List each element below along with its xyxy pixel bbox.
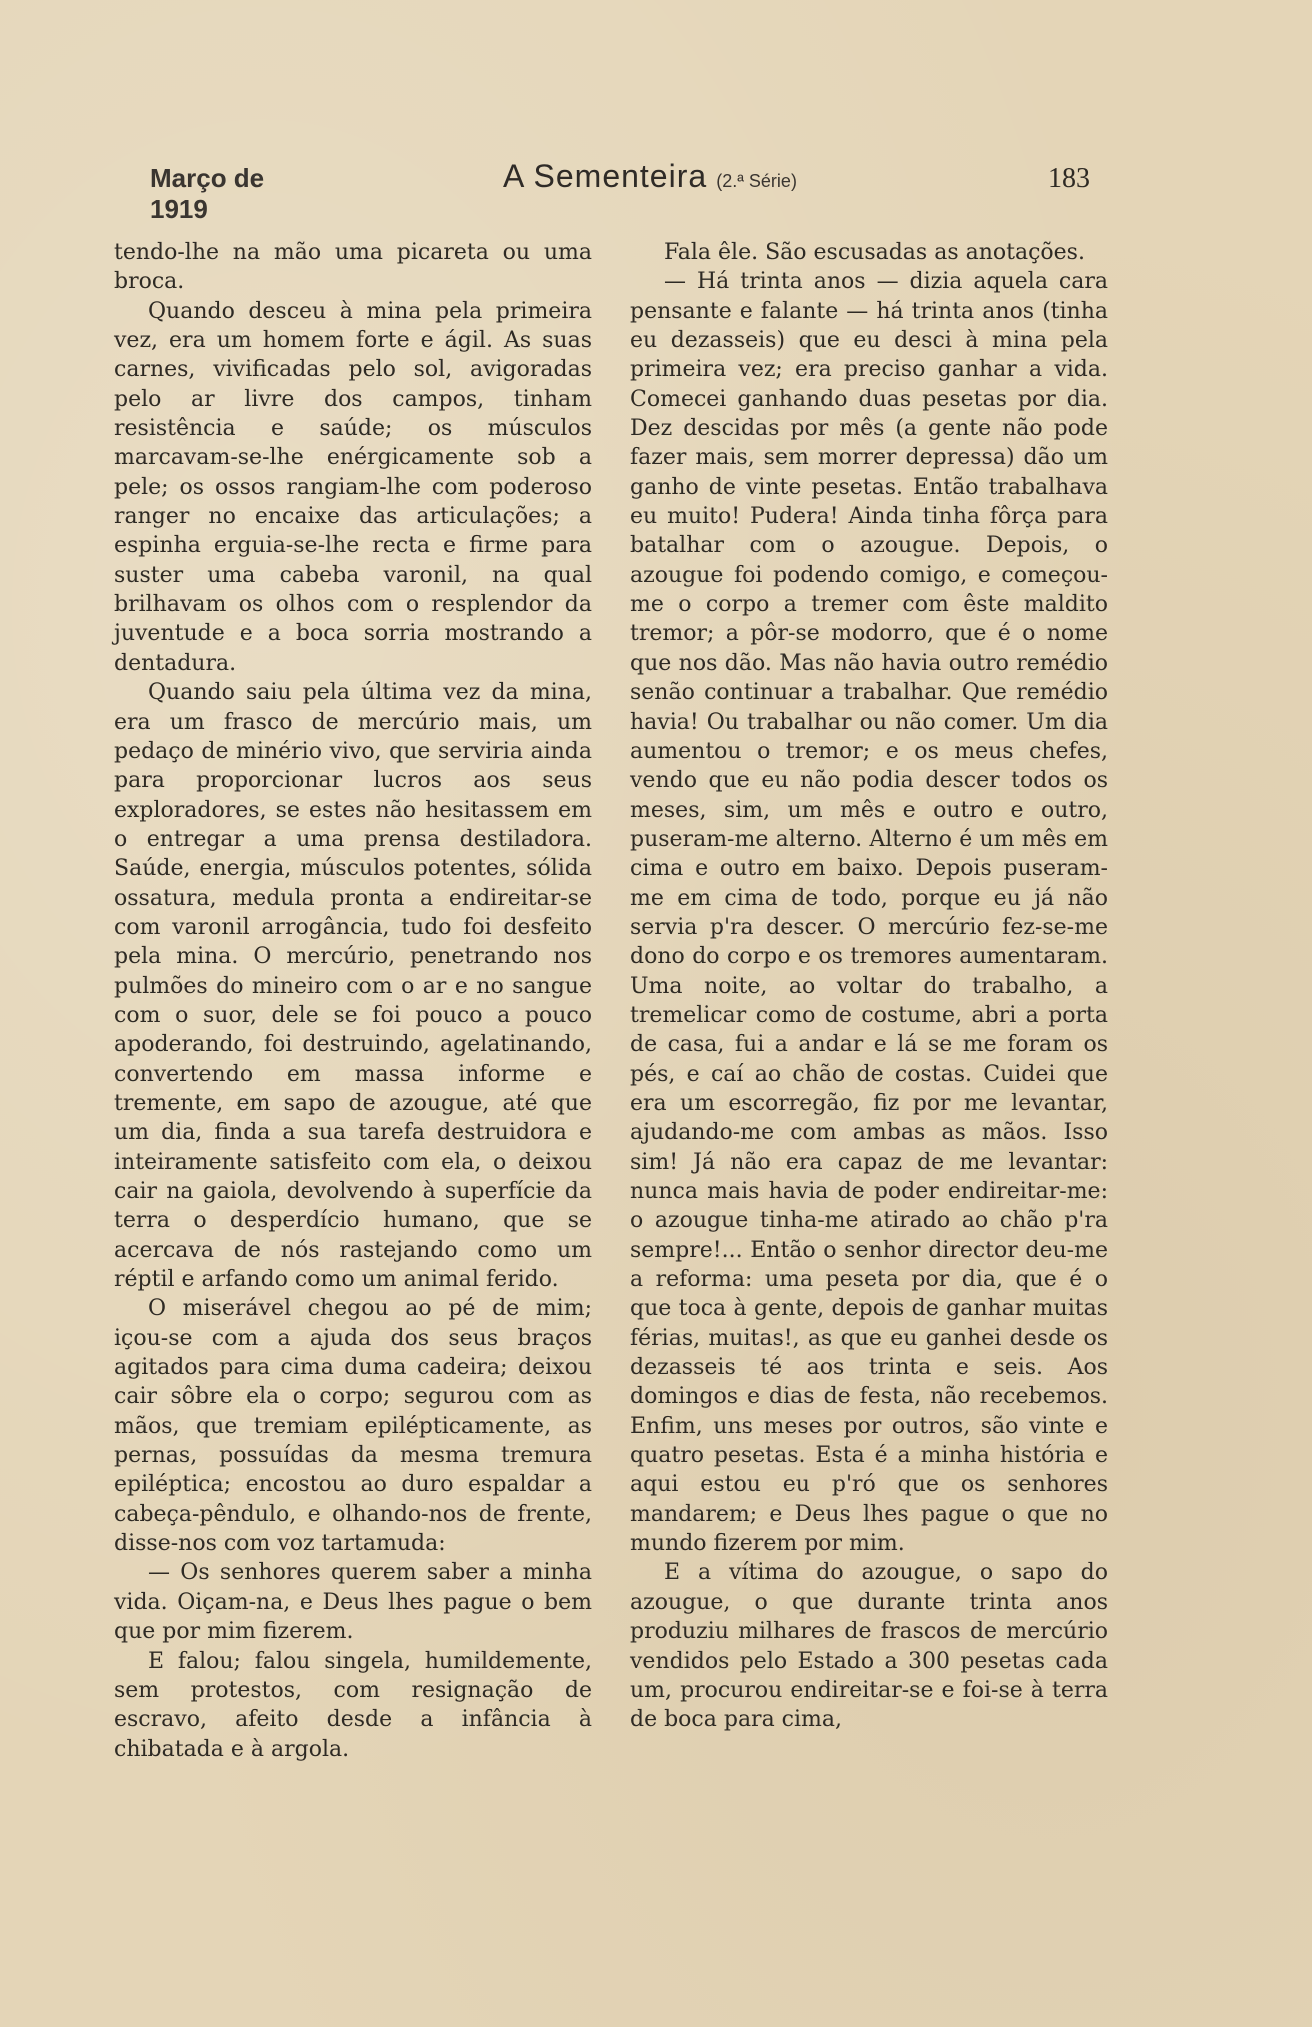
paragraph: Fala êle. São escusadas as anotações.	[664, 240, 1085, 265]
series-label: (2.ª Série)	[716, 171, 797, 191]
page-number: 183	[1048, 163, 1090, 194]
running-header	[150, 158, 1090, 224]
paragraph: E falou; falou singela, humildemente, sem protestos, com resignação de escravo, afeito desde a infância à chibatada e à argola.	[114, 1648, 592, 1762]
paragraph: tendo-lhe na mão uma picareta ou uma broca.	[114, 240, 592, 295]
journal-title: A Sementeira	[503, 158, 708, 194]
paragraph: — Os senhores querem saber a minha vida. Oiçam-na, e Deus lhes pague o bem que por mim fizerem.	[114, 1560, 592, 1645]
right-column	[630, 238, 1108, 1735]
left-column	[114, 238, 592, 1764]
paragraph: Quando desceu à mina pela primeira vez, era um homem forte e ágil. As suas carnes, vivificadas pelo sol, avigoradas pelo ar livre dos campos, tinham resistência e saúde; os músculos marcavam-se-lhe enérgicamente sob a pele; os ossos rangiam-lhe com poderoso ranger no encaixe das articulações; a espinha erguia-se-lhe recta e firme para suster uma cabeba varonil, na qual brilhavam os olhos com o resplendor da juventude e a boca sorria mostrando a dentadura.	[114, 298, 592, 676]
journal-title-wrap	[310, 158, 990, 195]
issue-date: Março de 1919	[150, 163, 265, 224]
paragraph: O miserável chegou ao pé de mim; içou-se com a ajuda dos seus braços agitados para cima duma cadeira; deixou cair sôbre ela o corpo; segurou com as mãos, que tremiam epilépticamente, as pernas, possuídas da mesma tremura epiléptica; encostou ao duro espaldar a cabeça-pêndulo, e olhando-nos de frente, disse-nos com voz tartamuda:	[114, 1296, 592, 1557]
paragraph: — Há trinta anos — dizia aquela cara pensante e falante — há trinta anos (tinha eu dezasseis) que eu desci à mina pela primeira vez; era preciso ganhar a vida. Comecei ganhando duas pesetas por dia. Dez descidas por mês (a gente não pode fazer mais, sem morrer depressa) dão um ganho de vinte pesetas. Então trabalhava eu muito! Pudera! Ainda tinha fôrça para batalhar com o azougue. Depois, o azougue foi podendo comigo, e começou-me o corpo a tremer com êste maldito tremor; a pôr-se modorro, que é o nome que nos dão. Mas não havia outro remédio senão continuar a trabalhar. Que remédio havia! Ou trabalhar ou não comer. Um dia aumentou o tremor; e os meus chefes, vendo que eu não podia descer todos os meses, sim, um mês e outro e outro, puseram-me alterno. Alterno é um mês em cima e outro em baixo. Depois puseram-me em cima de todo, porque eu já não servia p'ra descer. O mercúrio fez-se-me dono do corpo e os tremores aumentaram. Uma noite, ao voltar do trabalho, a tremelicar como de costume, abri a porta de casa, fui a andar e lá se me foram os pés, e caí ao chão de costas. Cuidei que era um escorregão, fiz por me levantar, ajudando-me com ambas as mãos. Isso sim! Já não era capaz de me levantar: nunca mais havia de poder endireitar-me: o azougue tinha-me atirado ao chão p'ra sempre!... Então o senhor director deu-me a reforma: uma peseta por dia, que é o que toca à gente, depois de ganhar muitas férias, muitas!, as que eu ganhei desde os dezasseis té aos trinta e seis. Aos domingos e dias de festa, não recebemos. Enfim, uns meses por outros, são vinte e quatro pesetas. Esta é a minha história e aqui estou eu p'ró que os senhores mandarem; e Deus lhes pague o que no mundo fizerem por mim.	[630, 269, 1108, 1557]
paragraph: Quando saiu pela última vez da mina, era um frasco de mercúrio mais, um pedaço de minério vivo, que serviria ainda para proporcionar lucros aos seus exploradores, se estes não hesitassem em o entregar a uma prensa destiladora. Saúde, energia, músculos potentes, sólida ossatura, medula pronta a endireitar-se com varonil arrogância, tudo foi desfeito pela mina. O mercúrio, penetrando nos pulmões do mineiro com o ar e no sangue com o suor, dele se foi pouco a pouco apoderando, foi destruindo, agelatinando, convertendo em massa informe e tremente, em sapo de azougue, até que um dia, finda a sua tarefa destruidora e inteiramente satisfeito com ela, o deixou cair na gaiola, devolvendo à superfície da terra o desperdício humano, que se acercava de nós rastejando como um réptil e arfando como um animal ferido.	[114, 680, 592, 1293]
paragraph: E a vítima do azougue, o sapo do azougue, o que durante trinta anos produziu milhares de frascos de mercúrio vendidos pelo Estado a 300 pesetas cada um, procurou endireitar-se e foi-se à terra de boca para cima,	[630, 1560, 1108, 1733]
